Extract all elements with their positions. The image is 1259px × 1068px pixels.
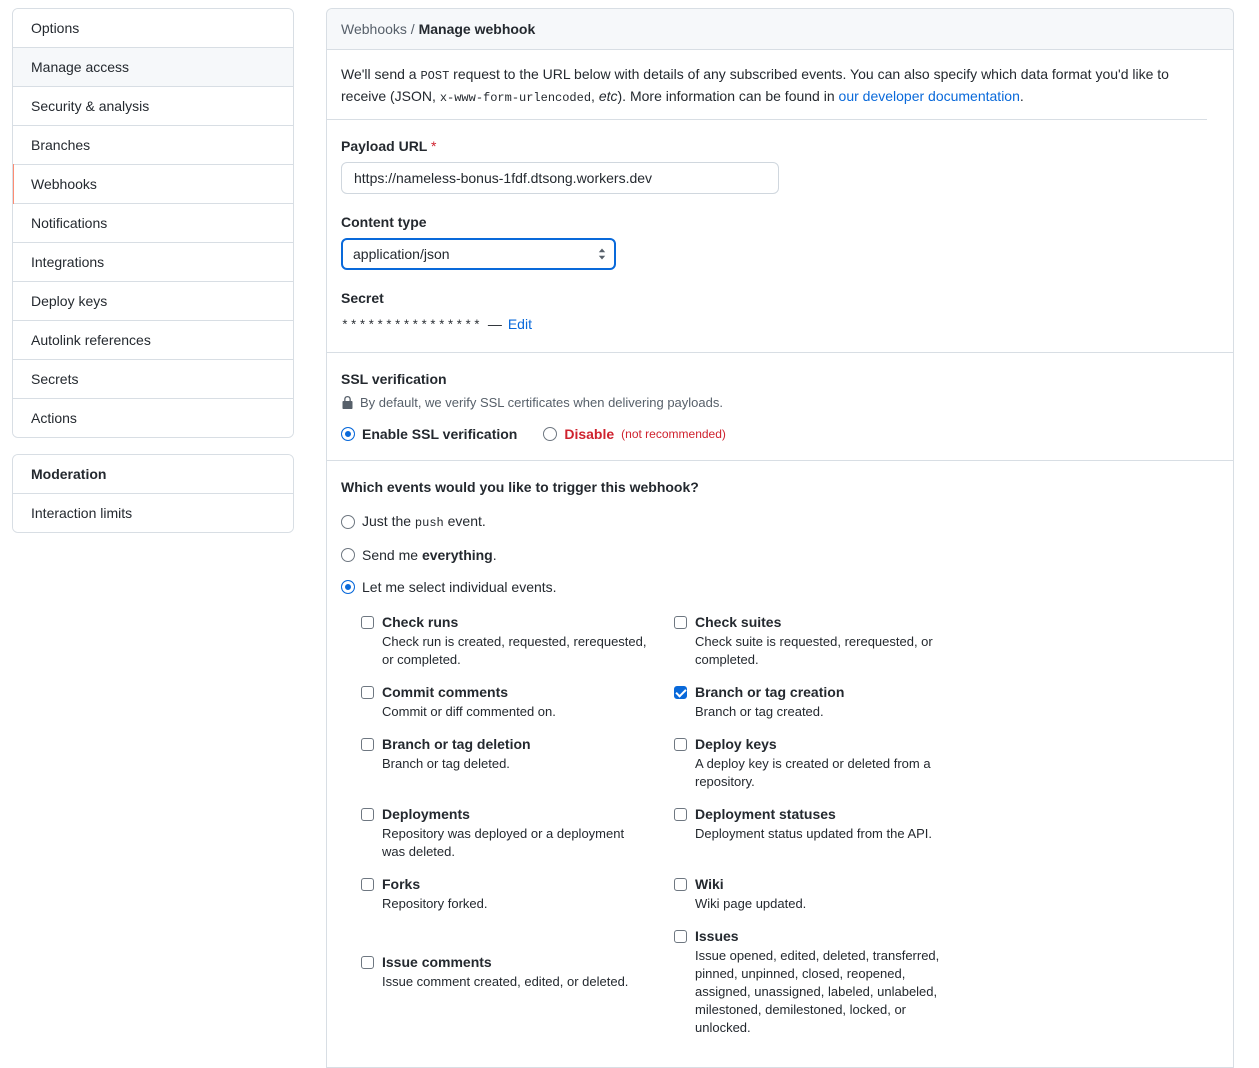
ssl-radio-group xyxy=(341,424,1219,444)
event-check-runs-desc: Check run is created, requested, rerequested, or completed. xyxy=(382,634,647,668)
event-deploy-keys-title: Deploy keys xyxy=(695,736,777,753)
event-commit-comments xyxy=(361,683,674,735)
sidebar-item-label: Interaction limits xyxy=(31,505,133,521)
checkbox-holder xyxy=(361,875,374,913)
sidebar-item-actions[interactable] xyxy=(13,399,293,437)
event-issue-comments xyxy=(361,927,674,1051)
event-mode-individual-option[interactable] xyxy=(341,577,1219,597)
event-check-runs-checkbox[interactable] xyxy=(361,616,374,629)
payload-url-input[interactable] xyxy=(341,162,779,194)
lock-icon xyxy=(341,395,354,410)
event-forks-desc: Repository forked. xyxy=(382,896,488,912)
event-issues xyxy=(674,927,1219,1051)
checkbox-holder xyxy=(361,683,374,721)
sidebar-item-branches[interactable] xyxy=(13,126,293,165)
sidebar-item-label: Branches xyxy=(31,137,91,153)
sidebar-item-label: Security & analysis xyxy=(31,98,150,114)
checkbox-holder xyxy=(674,805,687,843)
ssl-disable-note: (not recommended) xyxy=(621,427,726,442)
sidebar-item-label: Autolink references xyxy=(31,332,151,348)
checkbox-holder xyxy=(674,683,687,721)
event-deployment-statuses-title: Deployment statuses xyxy=(695,806,836,823)
event-branch-or-tag-deletion-title: Branch or tag deletion xyxy=(382,736,531,753)
event-mode-individual xyxy=(341,577,1219,597)
payload-url-label xyxy=(341,136,1219,156)
event-mode-push-code: push xyxy=(414,516,444,531)
event-check-suites-desc: Check suite is requested, rerequested, or completed. xyxy=(695,634,933,668)
event-commit-comments-desc: Commit or diff commented on. xyxy=(382,704,556,720)
event-branch-or-tag-creation-desc: Branch or tag created. xyxy=(695,704,824,720)
event-wiki-checkbox[interactable] xyxy=(674,878,687,891)
sidebar-item-label: Secrets xyxy=(31,371,79,387)
sidebar-item-deploy-keys[interactable] xyxy=(13,282,293,321)
event-check-suites-checkbox[interactable] xyxy=(674,616,687,629)
ssl-note-text: By default, we verify SSL certificates when delivering payloads. xyxy=(360,395,723,411)
event-issue-comments-checkbox[interactable] xyxy=(361,956,374,969)
event-deploy-keys-desc: A deploy key is created or deleted from a repository. xyxy=(695,756,931,790)
event-forks-checkbox[interactable] xyxy=(361,878,374,891)
event-forks-title: Forks xyxy=(382,876,421,893)
event-deployment-statuses-checkbox[interactable] xyxy=(674,808,687,821)
event-deployments-checkbox[interactable] xyxy=(361,808,374,821)
required-marker: * xyxy=(431,138,437,155)
content-type-select[interactable] xyxy=(341,238,616,270)
event-deployments xyxy=(361,805,674,875)
event-mode-push-prefix: Just the xyxy=(362,513,415,530)
content-type-label: Content type xyxy=(341,214,427,231)
ssl-enable-radio[interactable] xyxy=(341,427,355,441)
secret-value-row xyxy=(341,314,1219,336)
event-mode-everything-suffix: . xyxy=(492,547,497,564)
events-question: Which events would you like to trigger this webhook? xyxy=(341,479,699,496)
intro-code-post: POST xyxy=(420,69,450,83)
payload-url-label-text: Payload URL xyxy=(341,138,428,155)
sidebar-item-autolink-references[interactable] xyxy=(13,321,293,360)
ssl-verification-section xyxy=(327,353,1233,461)
events-section xyxy=(327,461,1233,1068)
event-deploy-keys xyxy=(674,735,1219,805)
event-check-runs xyxy=(361,613,674,683)
event-mode-push-option[interactable] xyxy=(341,511,1219,533)
sidebar-item-label: Manage access xyxy=(31,59,130,75)
ssl-enable-option[interactable] xyxy=(341,424,517,444)
checkbox-holder xyxy=(361,613,374,669)
event-wiki-title: Wiki xyxy=(695,876,724,893)
secret-masked-value: **************** xyxy=(341,318,482,334)
event-mode-push-radio[interactable] xyxy=(341,515,355,529)
event-branch-or-tag-creation-title: Branch or tag creation xyxy=(695,684,845,701)
event-commit-comments-title: Commit comments xyxy=(382,684,509,701)
event-mode-individual-label: Let me select individual events. xyxy=(362,579,557,596)
ssl-enable-label: Enable SSL verification xyxy=(362,426,518,443)
secret-dash: — xyxy=(487,316,502,333)
checkbox-holder xyxy=(674,613,687,669)
sidebar-item-label: Deploy keys xyxy=(31,293,108,309)
event-issue-comments-title: Issue comments xyxy=(382,954,492,971)
event-branch-or-tag-deletion xyxy=(361,735,674,805)
secret-edit-link[interactable]: Edit xyxy=(507,316,532,333)
breadcrumb-link-webhooks[interactable]: Webhooks xyxy=(341,21,407,37)
sidebar-item-integrations[interactable] xyxy=(13,243,293,282)
event-mode-push-suffix: event. xyxy=(443,513,486,530)
sidebar-item-label: Integrations xyxy=(31,254,105,270)
intro-part-3: , xyxy=(591,87,599,104)
sidebar-item-secrets[interactable] xyxy=(13,360,293,399)
event-deployments-title: Deployments xyxy=(382,806,470,823)
ssl-disable-radio[interactable] xyxy=(543,427,557,441)
breadcrumb xyxy=(327,9,1233,50)
sidebar-group-primary xyxy=(12,8,294,438)
intro-code-urlencoded: x-www-form-urlencoded xyxy=(439,90,592,105)
content-type-select-wrap xyxy=(341,238,616,270)
sidebar-group-header-moderation: Moderation xyxy=(13,455,293,494)
event-branch-or-tag-deletion-desc: Branch or tag deleted. xyxy=(382,756,510,772)
breadcrumb-separator: / xyxy=(410,21,415,37)
event-mode-everything-prefix: Send me xyxy=(362,547,422,564)
event-mode-everything-bold: everything xyxy=(421,547,493,564)
sidebar-item-notifications[interactable] xyxy=(13,204,293,243)
event-mode-everything xyxy=(341,545,1219,565)
checkbox-holder xyxy=(361,805,374,861)
event-check-suites xyxy=(674,613,1219,683)
event-deployment-statuses xyxy=(674,805,1219,875)
ssl-disable-label: Disable xyxy=(564,426,615,443)
intro-text xyxy=(327,50,1207,120)
event-deployments-desc: Repository was deployed or a deployment was deleted. xyxy=(382,826,625,860)
event-branch-or-tag-creation-checkbox[interactable] xyxy=(674,686,687,699)
sidebar-item-label: Webhooks xyxy=(31,176,97,192)
event-mode-everything-label xyxy=(362,545,497,565)
sidebar-item-interaction-limits[interactable] xyxy=(13,494,293,532)
intro-italic-etc: etc xyxy=(598,87,618,104)
event-branch-or-tag-creation xyxy=(674,683,1219,735)
sidebar-item-label: Notifications xyxy=(31,215,108,231)
developer-documentation-link[interactable]: our developer documentation xyxy=(838,87,1020,104)
sidebar-item-options[interactable] xyxy=(13,9,293,48)
event-check-suites-title: Check suites xyxy=(695,614,782,631)
breadcrumb-current: Manage webhook xyxy=(418,21,536,37)
event-mode-push xyxy=(341,511,1219,533)
checkbox-holder xyxy=(361,735,374,773)
event-wiki-desc: Wiki page updated. xyxy=(695,896,807,912)
settings-sidebar xyxy=(12,8,294,1068)
intro-part-5: . xyxy=(1019,87,1024,104)
event-issues-checkbox[interactable] xyxy=(674,930,687,943)
checkbox-holder xyxy=(361,953,374,991)
checkbox-holder xyxy=(674,735,687,791)
ssl-disable-option[interactable] xyxy=(543,424,726,444)
intro-part-4: ). More information can be found in xyxy=(617,87,839,104)
event-forks xyxy=(361,875,674,927)
ssl-verification-label: SSL verification xyxy=(341,371,447,388)
webhook-config-section xyxy=(327,120,1233,353)
event-commit-comments-checkbox[interactable] xyxy=(361,686,374,699)
event-issues-title: Issues xyxy=(695,928,739,945)
intro-part-2: request to the URL below with details of any subscribed events. You can also specify which data format you'd like to receive (JSON, xyxy=(341,66,1169,104)
sidebar-item-label: Options xyxy=(31,20,80,36)
intro-part-1: We'll send a xyxy=(341,66,421,82)
event-mode-everything-radio[interactable] xyxy=(341,548,355,562)
sidebar-item-label: Actions xyxy=(31,410,77,426)
sidebar-group-moderation xyxy=(12,454,294,533)
event-mode-push-label xyxy=(362,511,486,533)
ssl-note-row xyxy=(341,395,1219,410)
secret-label: Secret xyxy=(341,290,384,307)
event-issue-comments-desc: Issue comment created, edited, or deleted. xyxy=(382,974,629,990)
event-branch-or-tag-deletion-checkbox[interactable] xyxy=(361,738,374,751)
sidebar-item-webhooks[interactable] xyxy=(13,165,293,204)
sidebar-item-security-analysis[interactable] xyxy=(13,87,293,126)
checkbox-holder xyxy=(674,875,687,913)
event-deploy-keys-checkbox[interactable] xyxy=(674,738,687,751)
event-wiki xyxy=(674,875,1219,927)
event-check-runs-title: Check runs xyxy=(382,614,459,631)
event-mode-individual-radio[interactable] xyxy=(341,580,355,594)
individual-events-grid xyxy=(361,613,1219,1051)
event-issues-desc: Issue opened, edited, deleted, transferred, pinned, unpinned, closed, reopened, assigned, unassigned, labeled, unlabeled, milestoned, demilestoned, locked, or unlocked. xyxy=(695,948,940,1036)
manage-webhook-panel xyxy=(326,8,1234,1068)
event-deployment-statuses-desc: Deployment status updated from the API. xyxy=(695,826,933,842)
checkbox-holder xyxy=(674,927,687,1037)
event-mode-everything-option[interactable] xyxy=(341,545,1219,565)
sidebar-item-manage-access[interactable] xyxy=(13,48,293,87)
